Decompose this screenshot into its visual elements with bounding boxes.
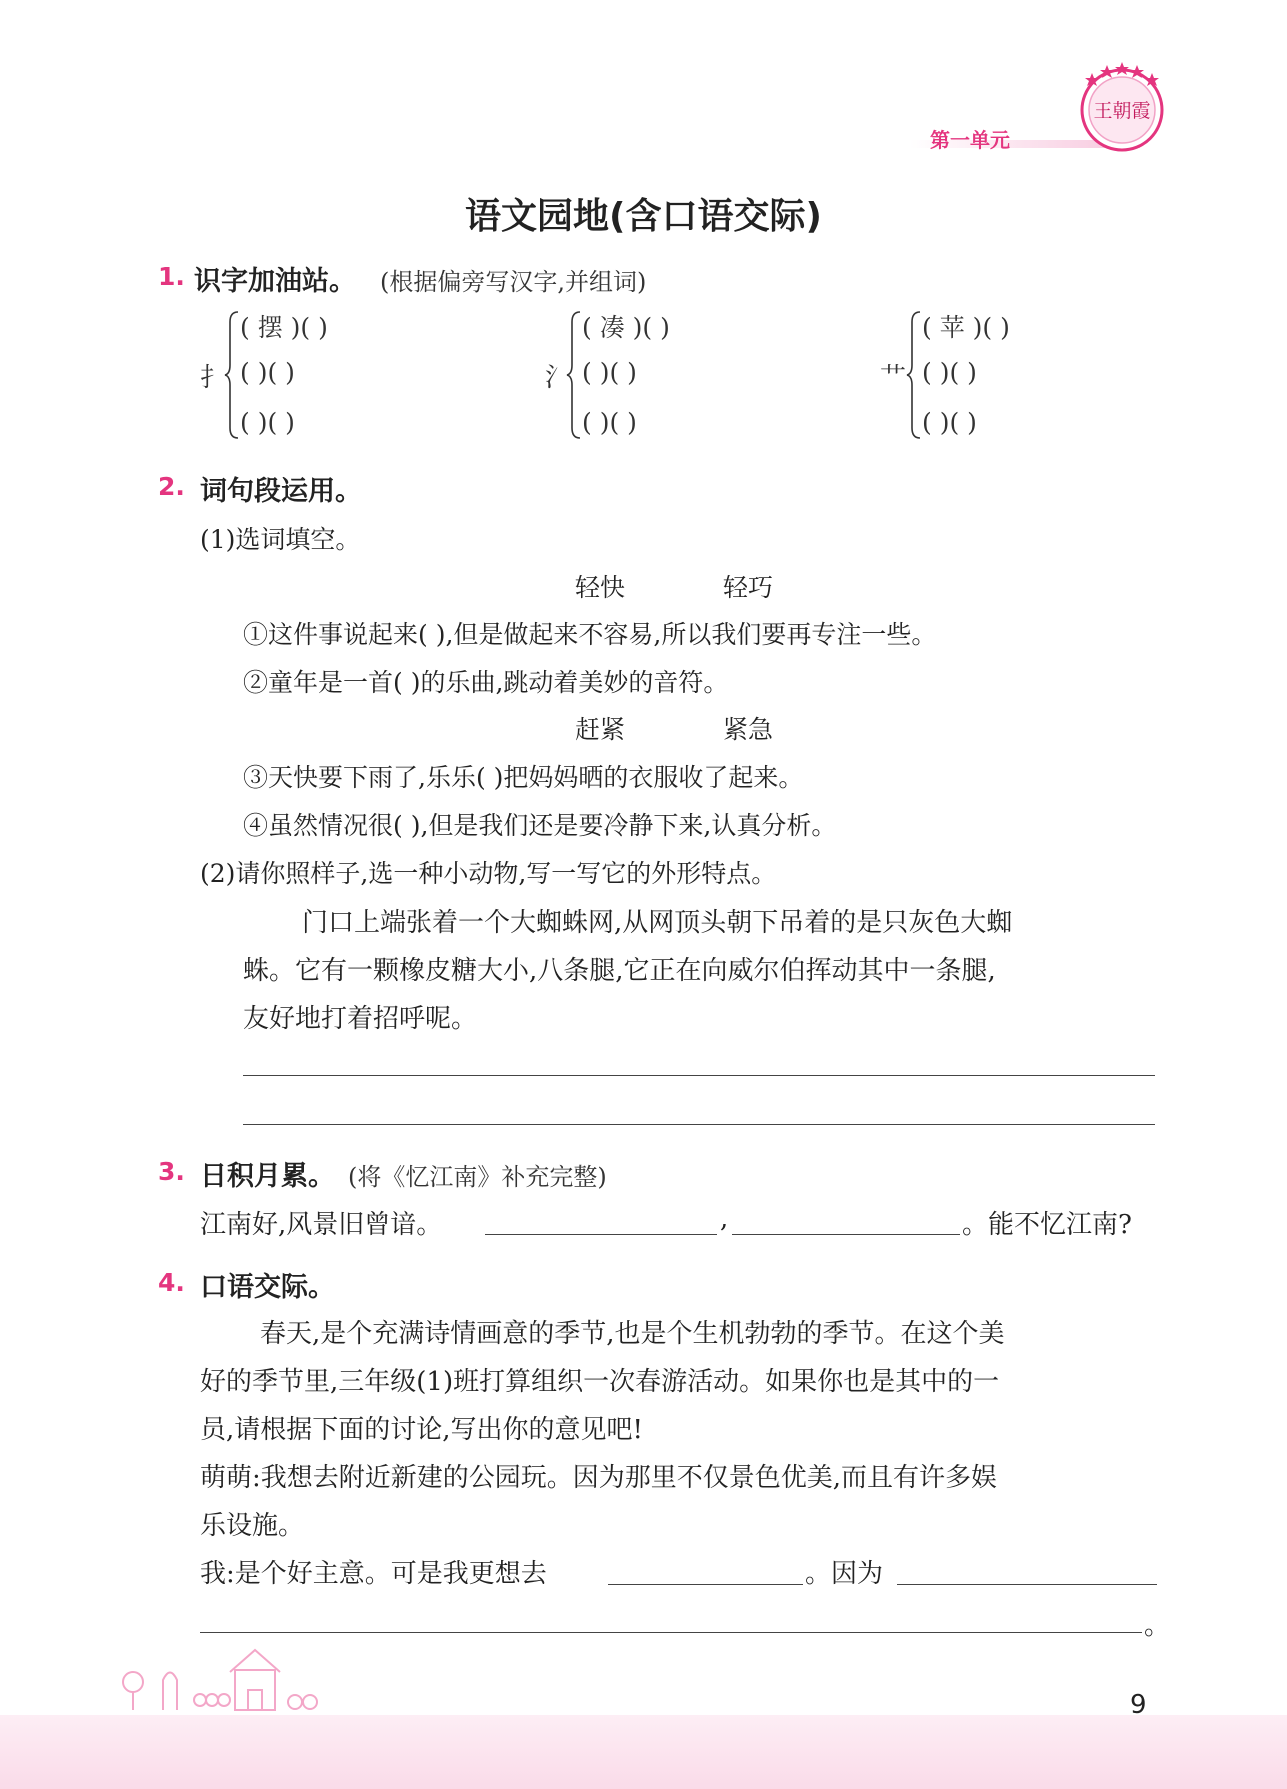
radical-water: 氵 (545, 363, 572, 393)
poem-comma: , (720, 1204, 729, 1234)
q2-sentence-2: ②童年是一首( )的乐曲,跳动着美妙的音符。 (243, 668, 729, 697)
footer-band (0, 1715, 1287, 1789)
my-opinion-prefix: 我:是个好主意。可是我更想去 (200, 1559, 547, 1589)
q4-title: 口语交际。 (200, 1272, 335, 1303)
poem-line-start: 江南好,风景旧曾谙。 (200, 1210, 443, 1240)
unit-label: 第一单元 (930, 128, 1010, 152)
q4-paragraph-line: 好的季节里,三年级(1)班打算组织一次春游活动。如果你也是其中的一 (200, 1367, 1000, 1397)
page-number: 9 (1130, 1690, 1147, 1720)
q1-note: (根据偏旁写汉字,并组词) (380, 268, 647, 296)
q1-title: 识字加油站。 (194, 266, 356, 297)
q2-sentence-3: ③天快要下雨了,乐乐( )把妈妈晒的衣服收了起来。 (243, 763, 804, 792)
q3-title: 日积月累。 (200, 1161, 335, 1192)
end-mark: 。 (1144, 1611, 1171, 1641)
q1-number: 1. (158, 262, 185, 291)
word-option: 紧急 (723, 715, 774, 744)
q4-number: 4. (158, 1268, 185, 1297)
q1-g2-row3: ( )( ) (582, 408, 637, 437)
q1-g2-row2: ( )( ) (582, 358, 637, 387)
logo-badge (1070, 55, 1175, 155)
q2-sentence-4: ④虽然情况很( ),但是我们还是要冷静下来,认真分析。 (243, 811, 837, 840)
svg-text:王朝霞: 王朝霞 (1093, 100, 1151, 122)
reason-blank[interactable] (897, 1584, 1157, 1585)
q2-title: 词句段运用。 (200, 476, 362, 507)
q2-example-line: 蛛。它有一颗橡皮糖大小,八条腿,它正在向威尔伯挥动其中一条腿, (243, 956, 996, 986)
q3-note: (将《忆江南》补充完整) (348, 1163, 607, 1191)
q2-number: 2. (158, 472, 185, 501)
poem-blank-1[interactable] (485, 1234, 717, 1235)
q3-number: 3. (158, 1157, 185, 1186)
radical-grass: 艹 (880, 363, 907, 393)
word-option: 轻快 (575, 573, 626, 602)
house-trees-illustration (115, 1640, 415, 1715)
poem-line-end: 。能不忆江南? (962, 1210, 1132, 1240)
q1-g1-row3: ( )( ) (240, 408, 295, 437)
word-option: 赶紧 (575, 715, 626, 744)
radical-hand: 扌 (200, 363, 227, 393)
q2-sentence-1: ①这件事说起来( ),但是做起来不容易,所以我们要再专注一些。 (243, 620, 937, 649)
q2-sub2-label: (2)请你照样子,选一种小动物,写一写它的外形特点。 (200, 859, 777, 888)
q1-g3-row3: ( )( ) (922, 408, 977, 437)
q2-sub1-label: (1)选词填空。 (200, 525, 361, 554)
poem-blank-2[interactable] (732, 1234, 960, 1235)
page-title: 语文园地(含口语交际) (465, 196, 822, 237)
q1-g1-row1: ( 摆 )( ) (240, 313, 328, 342)
q4-paragraph-line: 员,请根据下面的讨论,写出你的意见吧! (200, 1415, 643, 1445)
q1-g3-row1: ( 苹 )( ) (922, 313, 1010, 342)
place-blank[interactable] (608, 1584, 803, 1585)
q1-g3-row2: ( )( ) (922, 358, 977, 387)
q1-g2-row1: ( 凑 )( ) (582, 313, 670, 342)
q1-g1-row2: ( )( ) (240, 358, 295, 387)
q4-paragraph-line: 春天,是个充满诗情画意的季节,也是个生机勃勃的季节。在这个美 (260, 1319, 1005, 1349)
mengmeng-line: 乐设施。 (200, 1511, 305, 1541)
reason-blank-2[interactable] (200, 1632, 1142, 1633)
q2-example-line: 门口上端张着一个大蜘蛛网,从网顶头朝下吊着的是只灰色大蜘 (302, 908, 1013, 938)
because-text: 。因为 (805, 1559, 884, 1589)
answer-line[interactable] (243, 1075, 1155, 1076)
q2-example-line: 友好地打着招呼呢。 (243, 1004, 478, 1034)
mengmeng-line: 萌萌:我想去附近新建的公园玩。因为那里不仅景色优美,而且有许多娱 (200, 1463, 998, 1493)
answer-line[interactable] (243, 1124, 1155, 1125)
word-option: 轻巧 (723, 573, 774, 602)
